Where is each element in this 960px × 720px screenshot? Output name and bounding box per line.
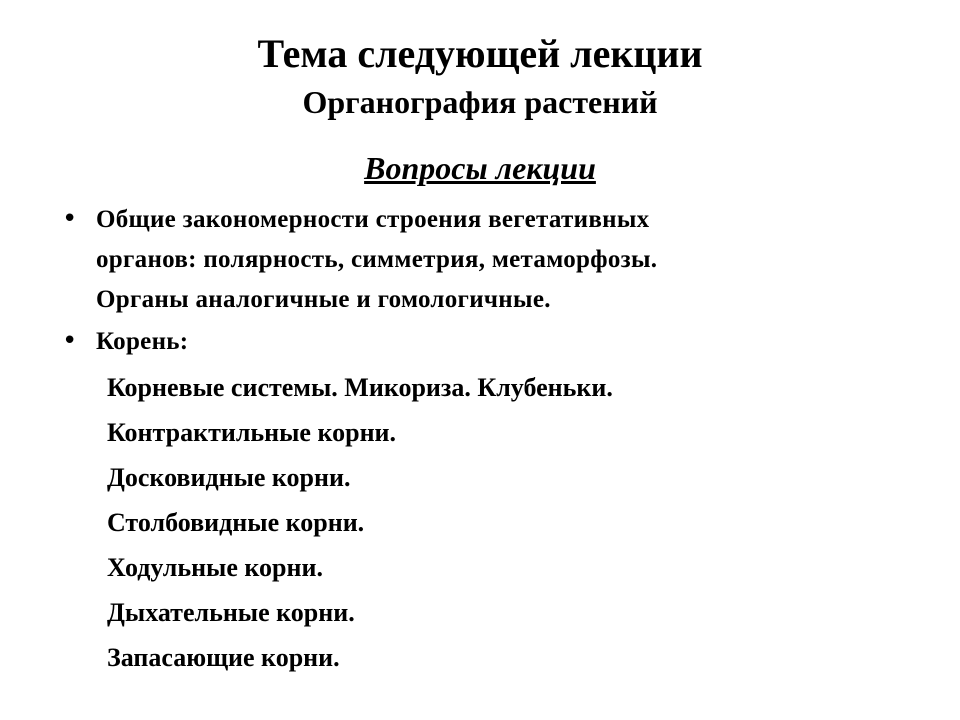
bullet-line: Органы аналогичные и гомологичные. bbox=[96, 286, 551, 313]
root-subitem: Ходульные корни. bbox=[107, 553, 323, 582]
slide-title: Тема следующей лекции bbox=[257, 31, 703, 76]
root-subitem: Корневые системы. Микориза. Клубеньки. bbox=[107, 373, 613, 402]
bullet-line: Общие закономерности строения вегетативных bbox=[96, 206, 650, 233]
bullet-general-patterns bbox=[96, 200, 916, 320]
root-subitem: Дыхательные корни. bbox=[107, 598, 355, 627]
bullet-dot-icon: • bbox=[62, 204, 78, 234]
slide-subtitle: Органография растений bbox=[302, 84, 658, 120]
root-subitem: Запасающие корни. bbox=[107, 643, 340, 672]
bullet-root bbox=[96, 322, 916, 362]
root-subitem: Досковидные корни. bbox=[107, 463, 351, 492]
questions-heading: Вопросы лекции bbox=[364, 150, 596, 186]
root-subitem: Контрактильные корни. bbox=[107, 418, 397, 447]
bullet-line: органов: полярность, симметрия, метаморфозы. bbox=[96, 246, 658, 273]
bullet-dot-icon: • bbox=[62, 326, 78, 356]
bullet-line: Корень: bbox=[96, 328, 189, 355]
root-subitem: Столбовидные корни. bbox=[107, 508, 365, 537]
